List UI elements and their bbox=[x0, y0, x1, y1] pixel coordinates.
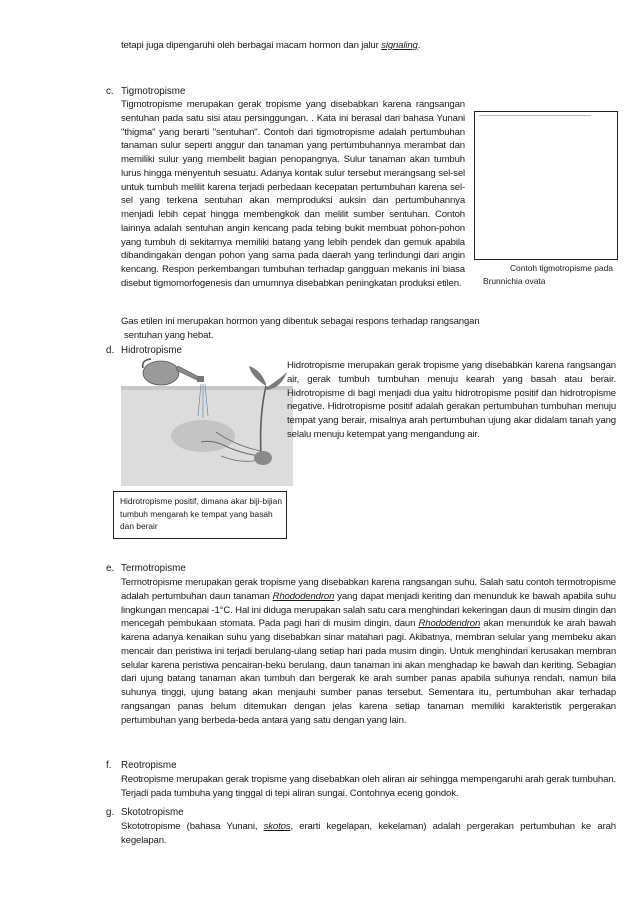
section-d-letter: d. bbox=[106, 345, 115, 356]
section-g-emphasis: skotos bbox=[263, 821, 291, 832]
section-f-title: Reotropisme bbox=[121, 760, 177, 771]
section-c-letter: c. bbox=[106, 86, 114, 97]
section-d-body: Hidrotropisme merupakan gerak tropisme yang disebabkan karena rangsangan air, gerak tumbuh tumbuhan menuju kearah yang basah atau berair. Hidrotropisme di bagi menjadi dua yaitu hidrotropisme positif dan hidrotropisme negative. Hidrotropisme positif adalah gerakan pertumbuhan tumbuhan menuju tempat yang berair, misalnya arah pertumbuhan ujung akar didalam tanah yang selalu menuju ketempat yang mengandung air. bbox=[287, 360, 616, 440]
hydrotropism-caption-box bbox=[113, 491, 287, 539]
section-f-body: Reotropisme merupakan gerak tropisme yang disebabkan oleh aliran air sehingga mempengaruhi arah gerak tumbuhan. Terjadi pada tumbuha yang tinggal di tepi aliran sungai. Contohnya eceng gondok. bbox=[121, 774, 616, 799]
section-e-letter: e. bbox=[106, 563, 115, 574]
section-e-text-2: yang dapat menjadi keriting dan menunduk ke bawah apabila suhu lingkungan mencapai -1°C. Hal ini diduga merupakan salah satu cara menghindari kekeringan daun di musim dingin dan mencegah pembukaan stomata. Pada pagi hari di musim dingin, daun bbox=[121, 590, 616, 630]
section-g-title: Skototropisme bbox=[121, 807, 184, 818]
section-d-title: Hidrotropisme bbox=[121, 345, 182, 356]
section-e-text-1: Termotropisme merupakan gerak tropisme yang disebabkan karena rangsangan suhu. Salah satu contoh termotropisme adalah pertumbuhan daun tanaman bbox=[121, 577, 616, 602]
hydrotropism-caption: Hidrotropisme positif, dimana akar biji-bijian tumbuh mengarah ke tempat yang basah dan berair bbox=[120, 496, 282, 532]
hydrotropism-illustration bbox=[121, 356, 293, 486]
tigmotropisme-caption: Contoh tigmotropisme pada Brunnichia ovata bbox=[483, 263, 613, 286]
intro-emphasis: signaling bbox=[381, 40, 418, 51]
section-g-text-1: Skototropisme (bahasa Yunani, bbox=[121, 821, 264, 832]
figure-placeholder-line bbox=[479, 115, 591, 116]
section-e-body bbox=[121, 576, 616, 727]
intro-text: tetapi juga dipengaruhi oleh berbagai macam hormon dan jalur bbox=[121, 40, 382, 51]
section-c-body-2: Gas etilen ini merupakan hormon yang dibentuk sebagai respons terhadap rangsangan bbox=[121, 316, 480, 327]
section-e-text-3: akan menunduk ke arah bawah karena adanya kenaikan suhu yang disebabkan sinar matahari pagi. Akibatnya, membran selular yang membeku akan mencair dan peristiwa ini terjadi berulang-ulang setiap hari pada musim dingin. Untuk menghindari kerusakan membran selular karena peristiwa pencairan-beku berulang, daun tanaman ini akan menghadap ke bawah dan keriting. Sebagian dari ujung batang tanaman akan tumbuh dan bergerak ke arah sumber panas apabila suhunya rendah, namun bila suhunya tinggi, ujung batang akan menjauhi sumber panas tersebut. Sementara itu, pertumbuhan akar terhadap rangsangan panas belum ditemukan dengan jelas karena setiap tanaman memiliki karakteristik pergerakan pertumbuhan yang berbeda-beda antara yang satu dengan yang lain. bbox=[121, 618, 616, 726]
intro-text-end: . bbox=[417, 40, 421, 51]
intro-line bbox=[121, 39, 420, 53]
section-g-letter: g. bbox=[106, 807, 115, 818]
section-c-title: Tigmotropisme bbox=[121, 86, 186, 97]
section-g-body bbox=[121, 820, 616, 848]
section-f-letter: f. bbox=[106, 760, 112, 771]
section-e-title: Termotropisme bbox=[121, 563, 186, 574]
section-g-text-2: , erarti kegelapan, kekelaman) adalah pergerakan pertumbuhan ke arah kegelapan. bbox=[121, 821, 616, 846]
wet-soil-patch bbox=[171, 420, 235, 452]
tigmotropisme-figure-frame bbox=[474, 111, 618, 260]
section-e-emphasis-1: Rhododendron bbox=[272, 590, 335, 602]
section-c-body: Tigmotropisme merupakan gerak tropisme yang disebabkan karena rangsangan sentuhan pada satu sisi atau persinggungan. . Kata ini berasal dari bahasa Yunani "thigma" yang berarti "sentuhan". Contoh dari tigmotropisme adalah pertumbuhan tanaman sulur seperti anggur dan tanaman yang pertumbuhannya merambat dan memiliki sulur yang membelit bagian penopangnya. Sulur tanaman akan tumbuh lurus hingga menyentuh sesuatu. Adanya kontak sulur tersebut merangsang sel-sel untuk tumbuh melilit karena terjadi perbedaan kecepatan pertumbuhan karena sel-sel yang terkena sentuhan akan memproduksi auksin dan pertumbuhannya menjadi lebih cepat hingga membengkok dan melilit sumber sentuhan. Contoh lainnya adalah sentuhan angin kencang pada tebing bukit membuat pohon-pohon yang tumbuh di sekitarnya memiliki batang yang lebih pendek dan gemuk apabila dibandingakan dengan pohon yang sama pada daerah yang terlindungi dari angin kencang. Respon perkembangan tumbuhan terhadap gangguan mekanis ini biasa disebut tigmomorfogenesis dan umumnya disebabkan peningkatan produksi etilen. bbox=[121, 99, 465, 289]
section-c-body-3: sentuhan yang hebat. bbox=[124, 330, 214, 341]
watering-can-icon bbox=[143, 359, 204, 385]
section-e-emphasis-2: Rhododendron bbox=[418, 618, 481, 630]
